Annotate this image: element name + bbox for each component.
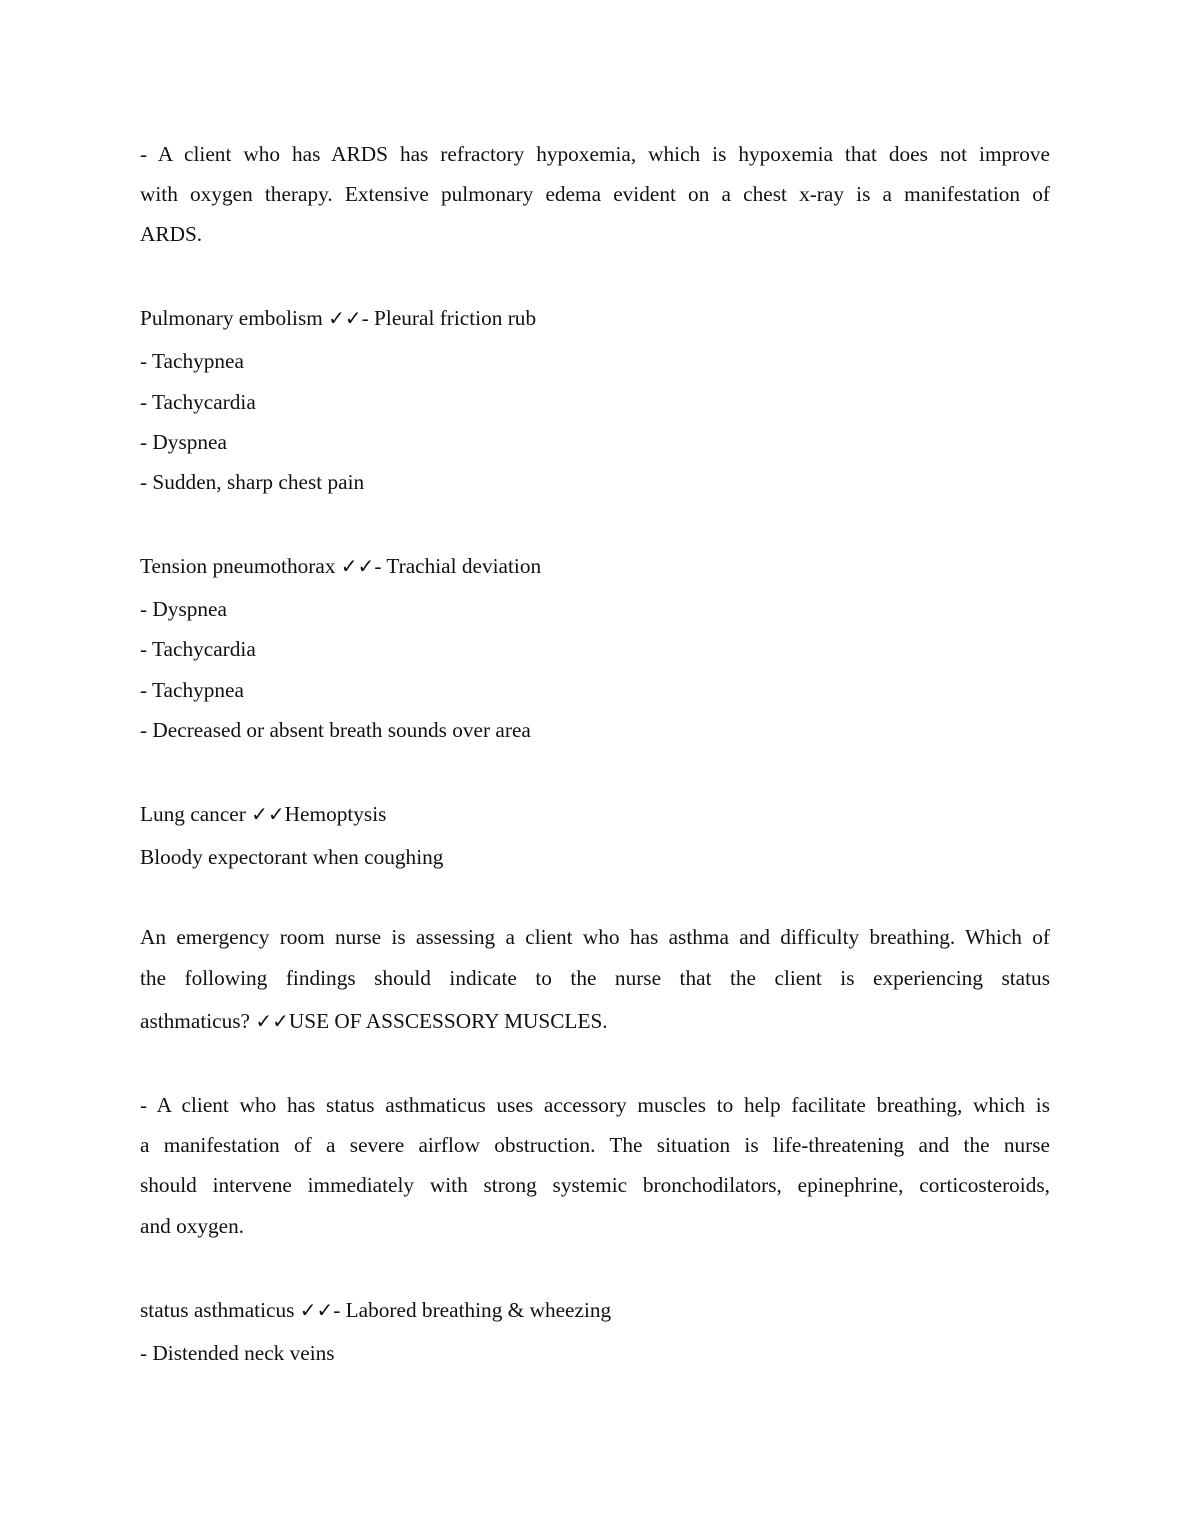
term-label: Pulmonary embolism xyxy=(140,306,329,330)
ards-rationale-line-3: ARDS. xyxy=(140,222,203,246)
first-finding: Hemoptysis xyxy=(284,802,387,826)
list-item: - Tachycardia xyxy=(140,637,256,661)
question-line-3 xyxy=(140,1008,608,1034)
list-item: - Tachypnea xyxy=(140,349,244,373)
question-line-1: An emergency room nurse is assessing a client who has asthma and difficulty breathing. Which of xyxy=(140,925,1050,949)
term-label: status asthmaticus xyxy=(140,1298,300,1322)
status-asthmaticus-heading xyxy=(140,1297,611,1323)
double-check-icon: ✓✓ xyxy=(340,554,375,578)
ards-rationale-line-1: - A client who has ARDS has refractory hypoxemia, which is hypoxemia that does not improve xyxy=(140,142,1050,166)
double-check-icon: ✓✓ xyxy=(299,1298,334,1322)
list-item: - Decreased or absent breath sounds over area xyxy=(140,718,531,742)
lung-cancer-heading xyxy=(140,801,386,827)
first-finding: - Pleural friction rub xyxy=(361,306,537,330)
double-check-icon: ✓✓ xyxy=(255,1009,289,1033)
tension-pneumothorax-heading xyxy=(140,553,541,579)
list-item: - Distended neck veins xyxy=(140,1341,335,1365)
question-line-2: the following findings should indicate to the nurse that the client is experiencing status xyxy=(140,966,1050,990)
list-item: - Dyspnea xyxy=(140,430,227,454)
double-check-icon: ✓✓ xyxy=(328,306,362,330)
list-item: - Tachypnea xyxy=(140,678,244,702)
first-finding: - Labored breathing & wheezing xyxy=(333,1298,612,1322)
status-rationale-line-3: should intervene immediately with strong systemic bronchodilators, epinephrine, corticosteroids, xyxy=(140,1173,1050,1197)
term-label: Lung cancer xyxy=(140,802,252,826)
list-item: Bloody expectorant when coughing xyxy=(140,845,444,869)
ards-rationale-line-2: with oxygen therapy. Extensive pulmonary edema evident on a chest x-ray is a manifestation of xyxy=(140,182,1050,206)
list-item: - Tachycardia xyxy=(140,390,256,414)
list-item: - Dyspnea xyxy=(140,597,227,621)
status-rationale-line-1: - A client who has status asthmaticus uses accessory muscles to help facilitate breathing, which is xyxy=(140,1093,1050,1117)
term-label: Tension pneumothorax xyxy=(140,554,341,578)
status-rationale-line-4: and oxygen. xyxy=(140,1214,245,1238)
answer-text: USE OF ASSCESSORY MUSCLES. xyxy=(288,1009,608,1033)
list-item: - Sudden, sharp chest pain xyxy=(140,470,365,494)
question-tail: asthmaticus? xyxy=(140,1009,256,1033)
status-rationale-line-2: a manifestation of a severe airflow obstruction. The situation is life-threatening and the nurse xyxy=(140,1133,1050,1157)
pulmonary-embolism-heading xyxy=(140,305,536,331)
double-check-icon: ✓✓ xyxy=(251,802,285,826)
first-finding: - Trachial deviation xyxy=(374,554,542,578)
